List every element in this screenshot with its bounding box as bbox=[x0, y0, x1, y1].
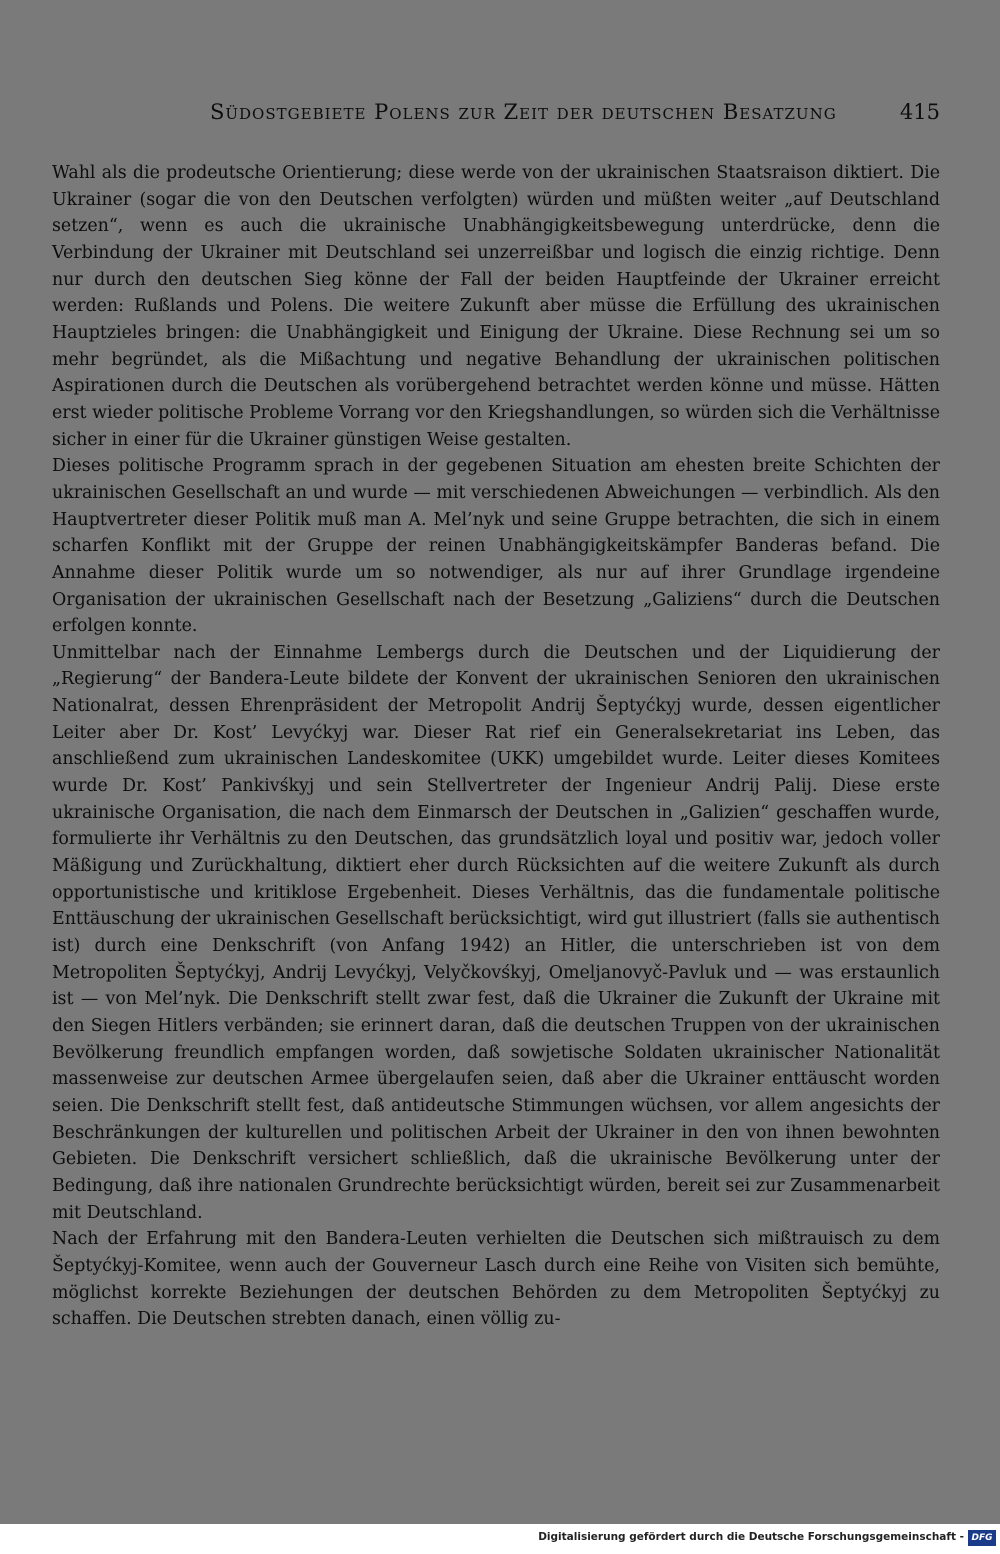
page-number: 415 bbox=[899, 100, 940, 124]
paragraph: Wahl als die prodeutsche Orientierung; diese werde von der ukrainischen Staatsraison diktiert. Die Ukrainer (sogar die von den Deutschen verfolgten) würden und müßten weiter „auf Deutschland setzen“, wenn es auch die ukrainische Unabhängigkeitsbewegung unterdrücke, denn die Verbindung der Ukrainer mit Deutschland sei unzerreißbar und logisch die einzig richtige. Denn nur durch den deutschen Sieg könne der Fall der beiden Hauptfeinde der Ukrainer erreicht werden: Rußlands und Polens. Die weitere Zukunft aber müsse die Erfüllung des ukrainischen Hauptzieles bringen: die Unabhängigkeit und Einigung der Ukraine. Diese Rechnung sei um so mehr begründet, als die Mißachtung und negative Behandlung der ukrainischen politischen Aspirationen durch die Deutschen als vorübergehend betrachtet werden könne und müsse. Hätten erst wieder politische Probleme Vorrang vor den Kriegshandlungen, so würden sich die Verhältnisse sicher in einer für die Ukrainer günstigen Weise gestalten. bbox=[52, 163, 940, 450]
paragraph: Dieses politische Programm sprach in der gegebenen Situation am ehesten breite Schichten der ukrainischen Gesellschaft an und wurde — mit verschiedenen Abweichungen — verbindlich. Als den Hauptvertreter dieser Politik muß man A. Mel’nyk und seine Gruppe betrachten, die sich in einem scharfen Konflikt mit der Gruppe der reinen Unabhängigkeitskämpfer Banderas befand. Die Annahme dieser Politik wurde um so notwendiger, als nur auf ihrer Grundlage irgendeine Organisation der ukrainischen Gesellschaft nach der Besetzung „Galiziens“ durch die Deutschen erfolgen konnte. bbox=[52, 456, 940, 637]
running-title: Südostgebiete Polens zur Zeit der deutschen Besatzung bbox=[210, 100, 837, 124]
body-text bbox=[52, 160, 940, 1333]
digitization-footer bbox=[0, 1524, 1000, 1554]
footer-credit: Digitalisierung gefördert durch die Deutsche Forschungsgemeinschaft - bbox=[538, 1531, 964, 1543]
paragraph: Unmittelbar nach der Einnahme Lembergs durch die Deutschen und der Liquidierung der „Regierung“ der Bandera-Leute bildete der Konvent der ukrainischen Senioren den ukrainischen Nationalrat, dessen Ehrenpräsident der Metropolit Andrij Šeptyćkyj wurde, dessen eigentlicher Leiter aber Dr. Kost’ Levyćkyj war. Dieser Rat rief ein Generalsekretariat ins Leben, das anschließend zum ukrainischen Landeskomitee (UKK) umgebildet wurde. Leiter dieses Komitees wurde Dr. Kost’ Pankivśkyj und sein Stellvertreter der Ingenieur Andrij Palij. Diese erste ukrainische Organisation, die nach dem Einmarsch der Deutschen in „Galizien“ geschaffen wurde, formulierte ihr Verhältnis zu den Deutschen, das grundsätzlich loyal und positiv war, jedoch voller Mäßigung und Zurückhaltung, diktiert eher durch Rücksichten auf die weitere Zukunft als durch opportunistische und kritiklose Ergebenheit. Dieses Verhältnis, das die fundamentale politische Enttäuschung der ukrainischen Gesellschaft berücksichtigt, wird gut illustriert (falls sie authentisch ist) durch eine Denkschrift (von Anfang 1942) an Hitler, die unterschrieben ist von dem Metropoliten Šeptyćkyj, Andrij Levyćkyj, Velyčkovśkyj, Omeljanovyč-Pavluk und — was erstaunlich ist — von Mel’nyk. Die Denkschrift stellt zwar fest, daß die Ukrainer die Zukunft der Ukraine mit den Siegen Hitlers verbänden; sie erinnert daran, daß die deutschen Truppen von der ukrainischen Bevölkerung freundlich empfangen worden, daß sowjetische Soldaten ukrainischer Nationalität massenweise zur deutschen Armee übergelaufen seien, daß aber die Ukrainer enttäuscht worden seien. Die Denkschrift stellt fest, daß antideutsche Stimmungen wüchsen, vor allem angesichts der Beschränkungen der kulturellen und politischen Arbeit der Ukrainer in den von ihnen bewohnten Gebieten. Die Denkschrift versichert schließlich, daß die ukrainische Bevölkerung unter der Bedingung, daß ihre nationalen Grundrechte berücksichtigt würden, bereit sei zur Zusammenarbeit mit Deutschland. bbox=[52, 642, 940, 1223]
paragraph: Nach der Erfahrung mit den Bandera-Leuten verhielten die Deutschen sich mißtrauisch zu dem Šeptyćkyj-Komitee, wenn auch der Gouverneur Lasch durch eine Reihe von Visiten sich bemühte, möglichst korrekte Beziehungen der deutschen Behörden zu dem Metropoliten Šeptyćkyj zu schaffen. Die Deutschen strebten danach, einen völlig zu- bbox=[52, 1229, 940, 1330]
dfg-logo: DFG bbox=[968, 1530, 996, 1546]
running-head bbox=[52, 100, 940, 130]
